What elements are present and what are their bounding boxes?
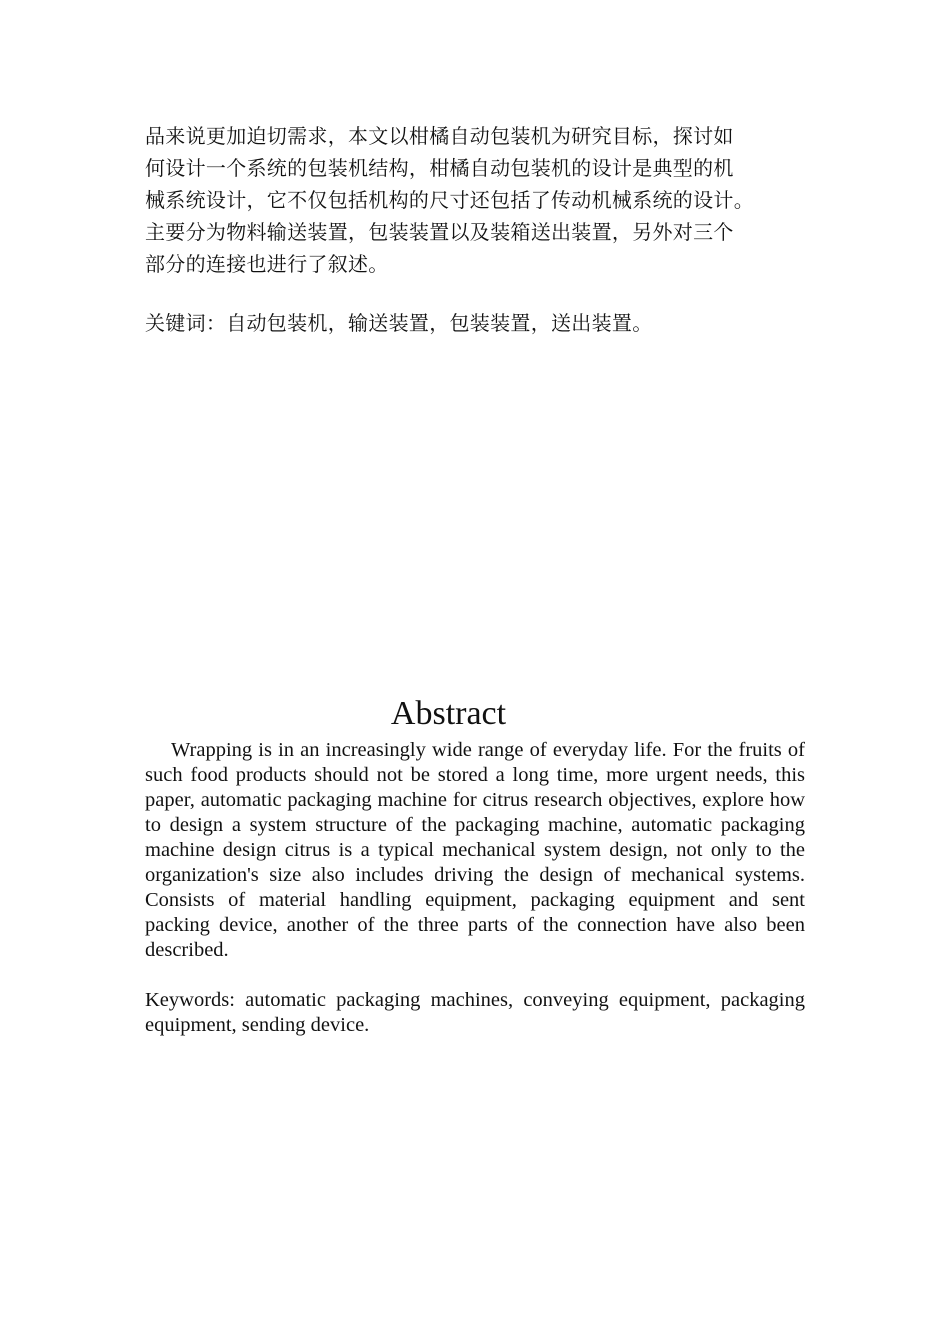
- chinese-abstract-line: 品来说更加迫切需求，本文以柑橘自动包装机为研究目标，探讨如: [145, 124, 734, 148]
- chinese-abstract-line: 何设计一个系统的包装机结构，柑橘自动包装机的设计是典型的机: [145, 156, 734, 180]
- chinese-abstract-paragraph: [145, 120, 810, 280]
- chinese-keywords: [145, 307, 810, 339]
- chinese-abstract-line: 部分的连接也进行了叙述。: [145, 252, 389, 276]
- english-abstract-title: Abstract: [390, 695, 507, 732]
- chinese-abstract-line: 主要分为物料输送装置，包装装置以及装箱送出装置，另外对三个: [145, 220, 734, 244]
- english-abstract-paragraph: Wrapping is in an increasingly wide range of everyday life. For the fruits of such food products should not be stored a long time, more urgent needs, this paper, automatic packaging machine for citrus research objectives, explore how to design a system structure of the packaging machine, automatic packaging machine design citrus is a typical mechanical system design, not only to the organization's size also includes driving the design of mechanical systems. Consists of material handling equipment, packaging equipment and sent packing device, another of the three parts of the connection have also been described.: [145, 739, 805, 961]
- chinese-keywords-label: 关键词：: [145, 311, 227, 335]
- english-keywords: Keywords: automatic packaging machines, conveying equipment, packaging equipment, sending device.: [145, 989, 805, 1036]
- chinese-keywords-line: [145, 307, 810, 339]
- chinese-keywords-text: 自动包装机，输送装置，包装装置，送出装置。: [226, 311, 653, 335]
- chinese-abstract-line: 械系统设计，它不仅包括机构的尺寸还包括了传动机械系统的设计。: [145, 188, 754, 212]
